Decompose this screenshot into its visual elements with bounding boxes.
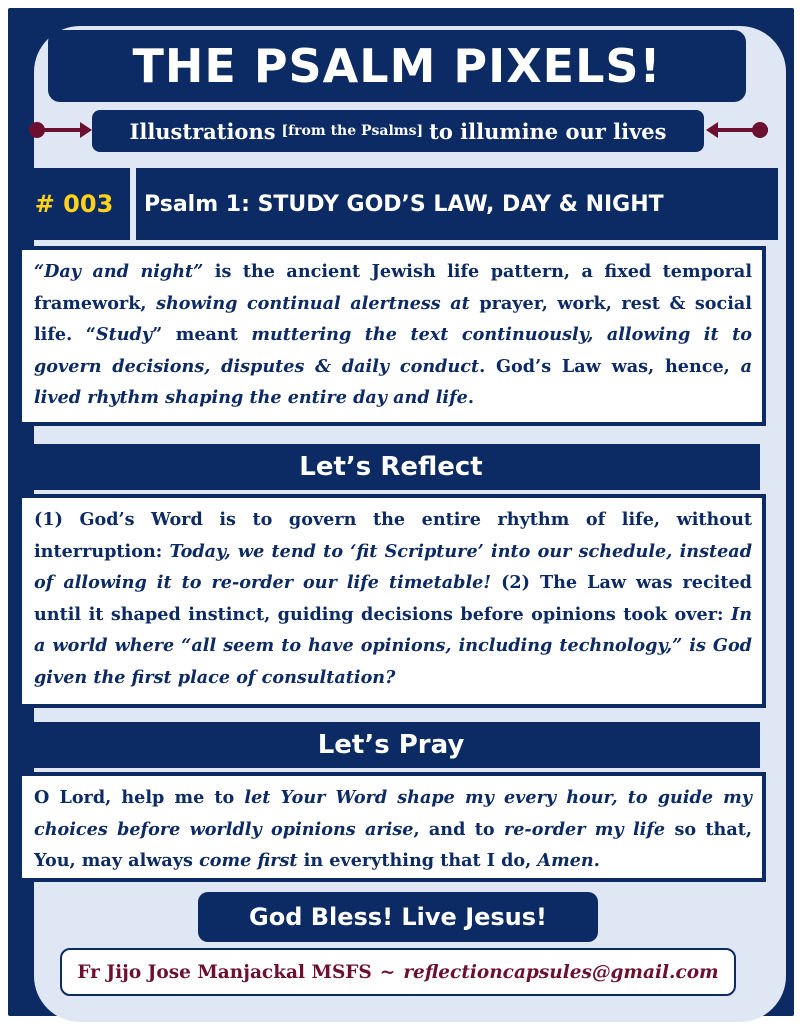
intro-phrase: a lived rhythm shaping the entire day and life bbox=[34, 355, 752, 408]
intro-text: prayer, work, rest & social life. “ bbox=[34, 292, 752, 345]
prayer-text-box bbox=[18, 772, 766, 882]
subtitle-small-text: [from the Psalms] bbox=[281, 123, 424, 139]
intro-text-box bbox=[18, 246, 766, 426]
reflect-text-box bbox=[18, 494, 766, 708]
intro-text: . bbox=[467, 387, 475, 408]
dot-right-decoration bbox=[752, 122, 768, 138]
intro-phrase: Study bbox=[95, 324, 153, 345]
reflect-text: (2) The Law was recited until it shaped instinct, guiding decisions before opinions took over: bbox=[34, 572, 752, 625]
intro-text: . God’s Law was, hence, bbox=[479, 355, 741, 377]
reflect-phrase: In a world where “all seem to have opinions, including technology,” is God given the first place of consultation? bbox=[34, 603, 752, 688]
page-title: THE PSALM PIXELS! bbox=[48, 30, 746, 102]
author-footer bbox=[60, 948, 736, 996]
prayer-text: so that, You, may always bbox=[34, 818, 752, 871]
arrowhead-right-icon bbox=[80, 122, 92, 138]
reflect-phrase: Today, we tend to ‘fit Scripture’ into our schedule, instead of allowing it to re-order our life timetable! bbox=[34, 540, 752, 593]
blessing-banner: God Bless! Live Jesus! bbox=[198, 892, 598, 942]
prayer-phrase: let Your Word shape my every hour, to guide my choices before worldly opinions arise bbox=[34, 787, 752, 840]
prayer-phrase: come first bbox=[199, 850, 298, 871]
footer-separator: ~ bbox=[379, 961, 396, 983]
prayer-text: . bbox=[593, 850, 600, 871]
pray-heading: Let’s Pray bbox=[22, 722, 760, 768]
reflect-heading: Let’s Reflect bbox=[22, 444, 760, 490]
intro-phrase: “Day and night” bbox=[34, 261, 204, 282]
reflect-text: (1) God’s Word is to govern the entire rhythm of life, without interruption: bbox=[34, 509, 752, 562]
intro-phrase: showing continual alertness at bbox=[156, 292, 470, 314]
prayer-phrase: re-order my life bbox=[503, 818, 666, 840]
prayer-text: , and to bbox=[413, 818, 504, 840]
intro-phrase: muttering the text continuously, allowing it to govern decisions, disputes & daily conduct bbox=[34, 324, 753, 377]
subtitle-text: Illustrations bbox=[129, 118, 276, 144]
intro-text: ” meant bbox=[152, 324, 252, 345]
prayer-text: in everything that I do, bbox=[297, 850, 538, 871]
episode-number: # 003 bbox=[18, 168, 130, 240]
subtitle-banner bbox=[92, 110, 704, 152]
author-name: Fr Jijo Jose Manjackal MSFS bbox=[77, 961, 372, 983]
intro-text: is the ancient Jewish life pattern, a fixed temporal framework, bbox=[34, 261, 753, 314]
subtitle-text-end: to illumine our lives bbox=[429, 118, 667, 144]
arrowhead-left-icon bbox=[706, 122, 718, 138]
prayer-amen: Amen bbox=[537, 850, 594, 871]
psalm-heading: Psalm 1: STUDY GOD’S LAW, DAY & NIGHT bbox=[136, 168, 778, 240]
author-email[interactable]: reflectioncapsules@gmail.com bbox=[403, 961, 719, 983]
dot-left-decoration bbox=[29, 122, 45, 138]
prayer-text: O Lord, help me to bbox=[34, 787, 245, 808]
